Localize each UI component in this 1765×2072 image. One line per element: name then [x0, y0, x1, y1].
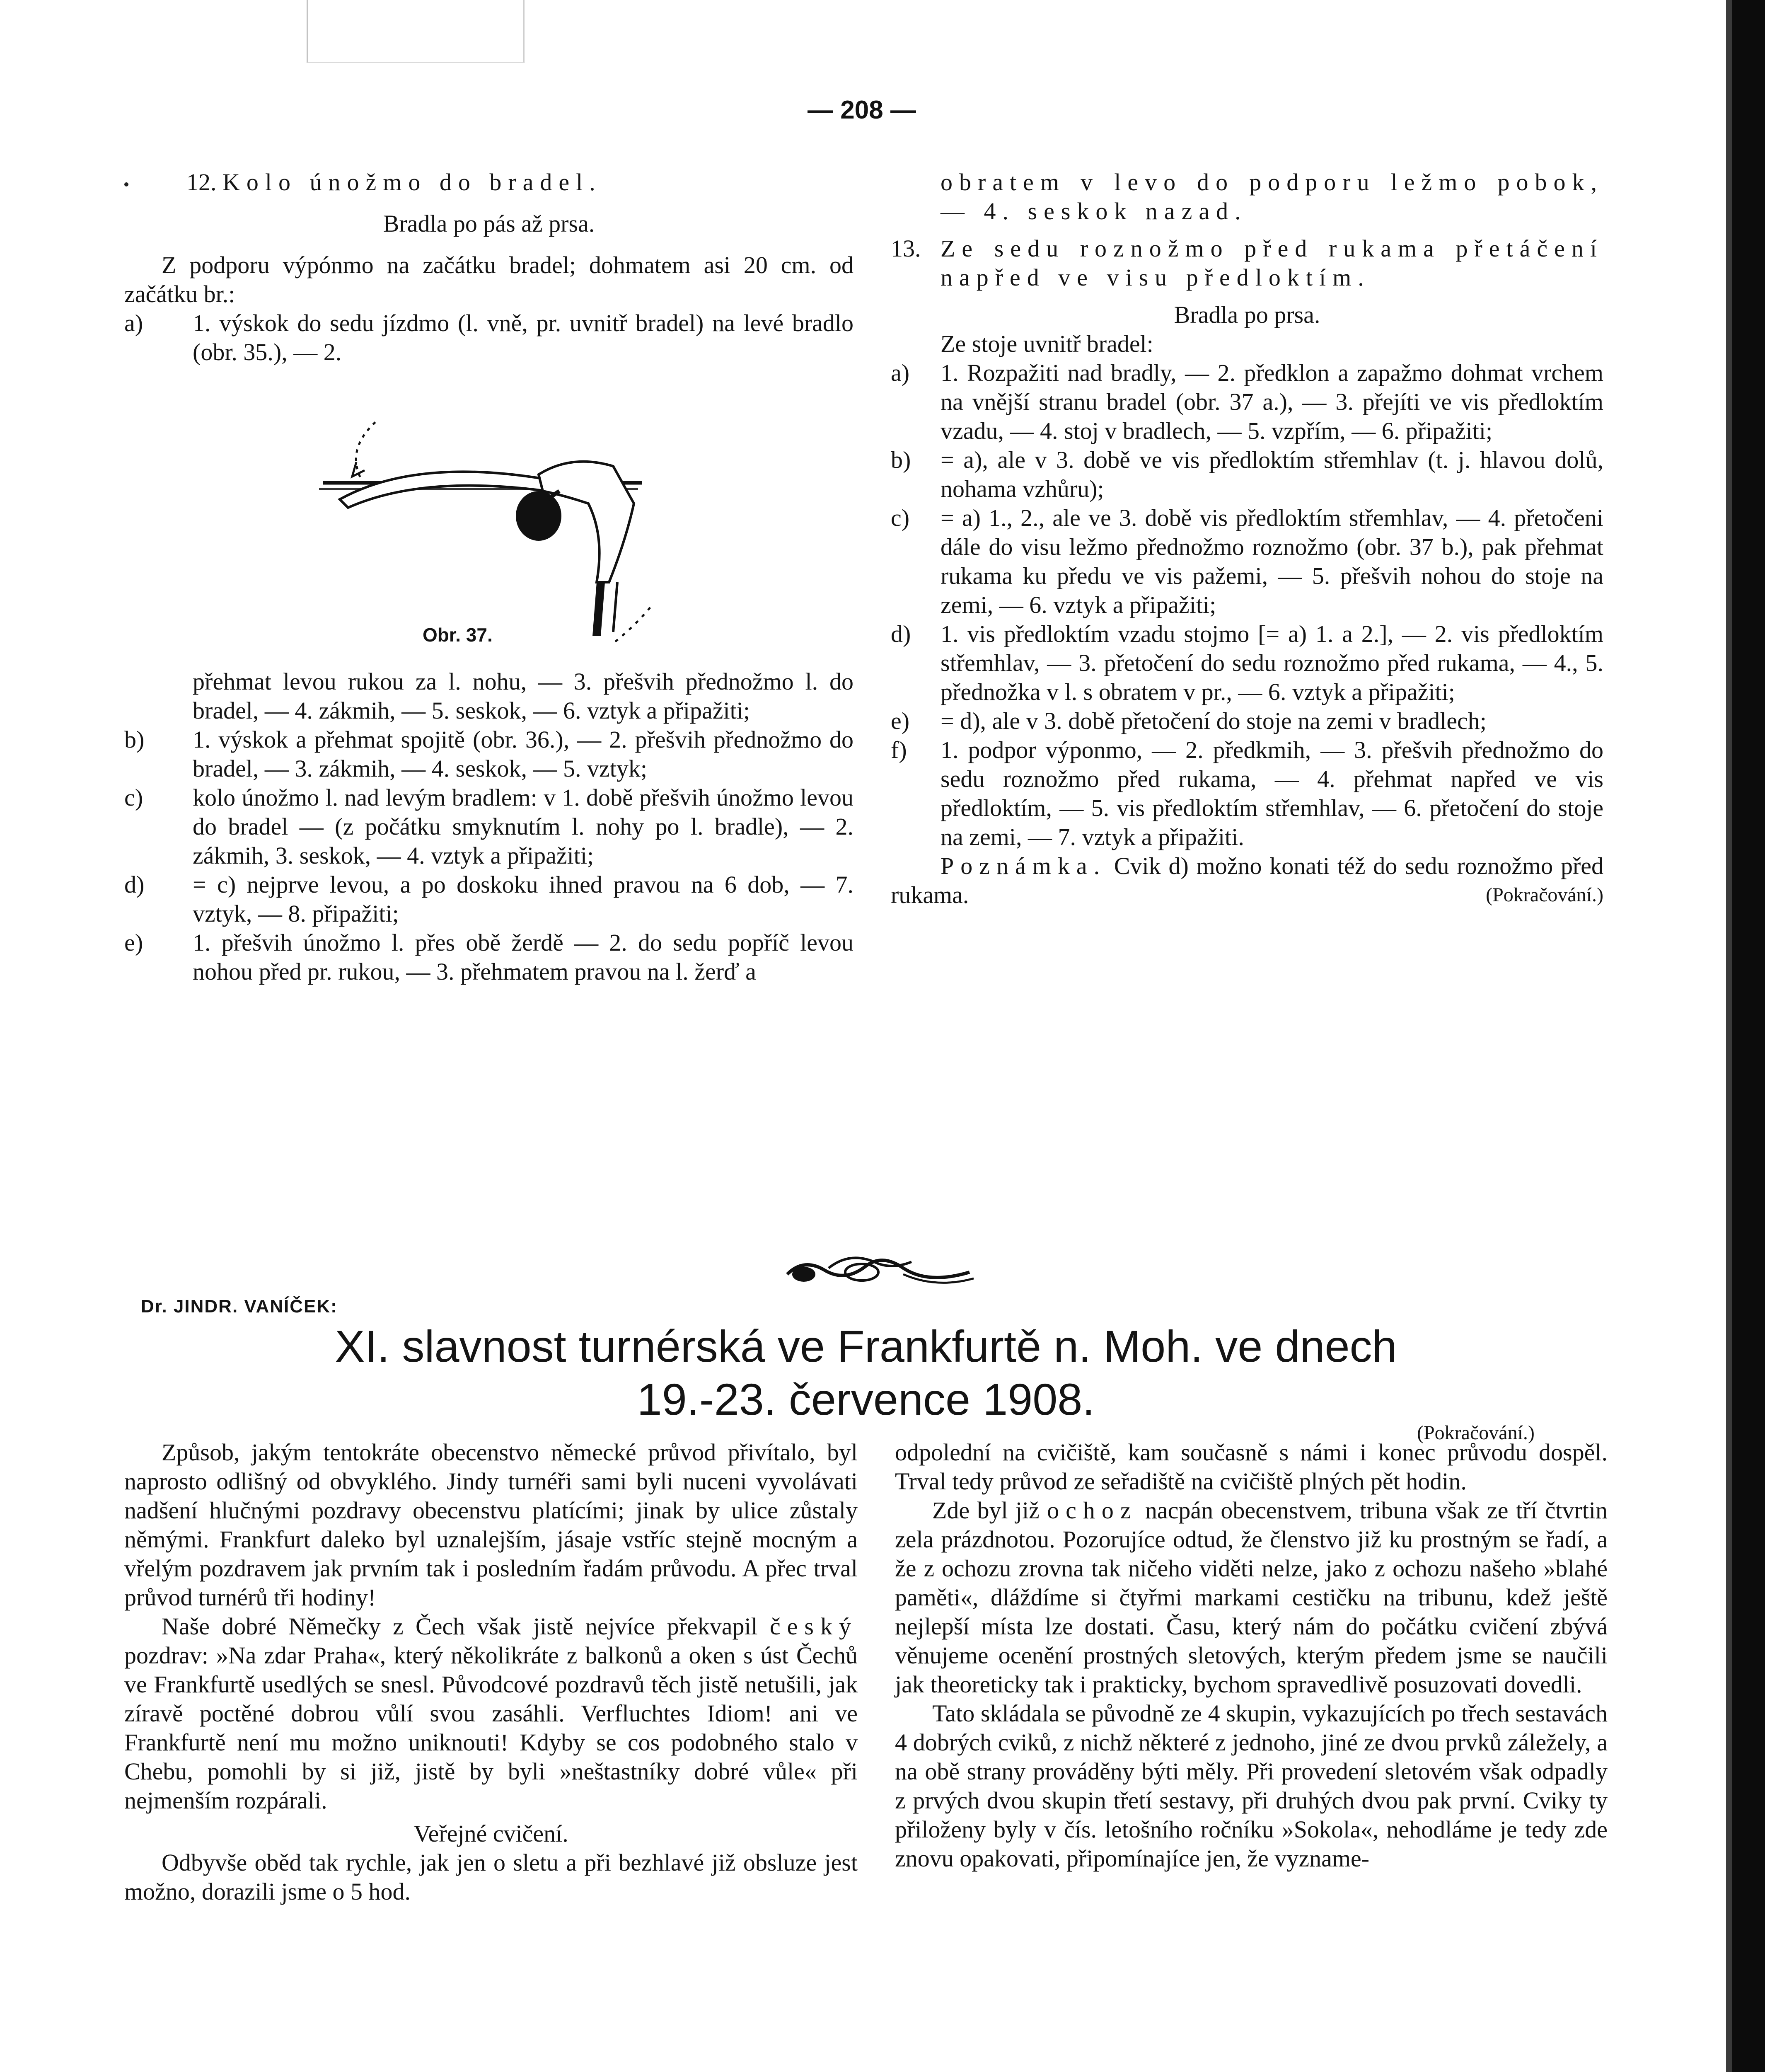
- right-column-exercises: [891, 168, 1603, 910]
- motion-arc: [356, 421, 377, 491]
- paragraph-text: Zde byl již: [932, 1497, 1047, 1524]
- item-text: 1. vis předloktím vzadu stojmo [= a) 1. a 2.], — 2. vis předloktím střemhlav, — 3. přetočení do sedu roznožmo před rukama, — 4., 5. přednožka v l. s obratem v pr., — 6. vztyk a připažiti;: [941, 620, 1603, 705]
- ornament-knot: [792, 1267, 815, 1282]
- note-paragraph: [891, 852, 1603, 910]
- item-c: [124, 783, 853, 870]
- spaced-word: český: [769, 1613, 858, 1640]
- gymnast-head: [516, 491, 561, 541]
- paragraph-text: nacpán obecenstvem, tribuna však ze tří čtvrtin zela prázdnotou. Pozorujíce odtud, že členstvo již ku prostným se řadí, a že z ochozu zrovna tak ničeho viděti nelze, jako z ochozu našeho »blahé paměti«, dláždíme si čtyřmi markami cestičku na tribunu, kdež ještě nejlepší místa lze dostati. Času, který nám do počátku cvičení zbývá věnujeme ocenění prostných sletových, kterým předem jsme se naučili jak theoreticky tak i prakticky, bychom spravedlivě posuzovati dovedli.: [895, 1497, 1608, 1698]
- article-left-column: [124, 1438, 858, 1906]
- bars-height: Bradla po pás až prsa.: [383, 210, 595, 237]
- item-text: 1. výskok a přehmat spojitě (obr. 36.), — 2. přešvih přednožmo do bradel, — 3. zákmih, — 4. seskok, — 5. vztyk;: [193, 726, 853, 782]
- exercise-title: Kolo únožmo do bradel.: [222, 169, 602, 196]
- item-mark: b): [891, 446, 911, 473]
- item-d: [124, 870, 853, 928]
- article-continued-note: (Pokračování.): [1417, 1422, 1535, 1444]
- paragraph-text: pozdrav: »Na zdar Praha«, který několikráte z balkonů a oken s úst Čechů ve Frankfurtě usedlých se snesl. Původcové pozdravů těch jistě netušili, jak zíravě poctěné dobrou vůlí svou zasáhli. Verfluchtes Idiom! ani ve Frankfurtě není mu možno uniknouti! Kdyby se cos podobného stalo v Chebu, pomohli by si již, jistě by byli »neštastníky dobré vůle« při nejmenším rozpárali.: [124, 1642, 858, 1814]
- item-mark: f): [891, 736, 907, 763]
- item-mark: c): [124, 784, 143, 811]
- continued-note: (Pokračování.): [1486, 884, 1603, 906]
- exercise-13-heading: [891, 234, 1603, 292]
- item-d: [891, 620, 1603, 707]
- article-subheading: Veřejné cvičení.: [413, 1820, 568, 1847]
- item-e: [891, 707, 1603, 736]
- spaced-word: ochoz: [1047, 1497, 1138, 1524]
- item-mark: d): [891, 620, 911, 647]
- exercise-12-heading: [186, 168, 853, 197]
- item-c: [891, 503, 1603, 620]
- item-mark: d): [124, 871, 145, 898]
- figure-caption: Obr. 37.: [423, 624, 493, 646]
- paragraph-text: Naše dobré Němečky z Čech však jistě nejvíce překvapil: [162, 1613, 770, 1640]
- gymnast-lower-leg: [592, 582, 605, 636]
- exercise-title: Ze sedu roznožmo před rukama přetáčení napřed ve visu předloktím.: [941, 235, 1603, 291]
- item-a-continued: přehmat levou rukou za l. nohu, — 3. přešvih přednožmo l. do bradel, — 4. zákmih, — 5. seskok, — 6. vztyk a připažiti;: [193, 668, 853, 724]
- intro-text: Z podporu výpónmo na začátku bradel; dohmatem asi 20 cm. od začátku br.:: [124, 252, 853, 307]
- item-e-continued: obratem v levo do podporu ležmo pobok, — 4. seskok nazad.: [941, 169, 1603, 225]
- item-a: [124, 309, 853, 367]
- item-f: [891, 736, 1603, 852]
- decorative-ornament: [779, 1249, 978, 1295]
- gymnast-illustration: [124, 367, 853, 644]
- bars-height: Bradla po prsa.: [1174, 301, 1320, 328]
- exercise-number: 12.: [186, 169, 217, 196]
- scan-border: [1732, 0, 1765, 2072]
- article-paragraph: Odbyvše oběd tak rychle, jak jen o sletu a při bezhlavé již obsluze jest možno, dorazili jsme o 5 hod.: [124, 1849, 858, 1905]
- scan-border-shadow: [1726, 0, 1732, 2072]
- item-text: = a), ale v 3. době ve vis předloktím střemhlav (t. j. hlavou dolů, nohama vzhůru);: [941, 446, 1603, 502]
- gymnast-shin: [613, 582, 617, 632]
- item-mark: c): [891, 504, 910, 531]
- item-text: = a) 1., 2., ale ve 3. době vis předloktím střemhlav, — 4. přetočeni dále do visu ležmo přednožmo roznožmo (obr. 37 b.), pak přehmat rukama ku předu ve vis pažemi, — 5. přešvih nohou do stoje na zemi, — 6. vztyk a připažiti;: [941, 504, 1603, 618]
- paper-scrap: [307, 0, 525, 63]
- left-column-exercises: [124, 168, 853, 986]
- page-number: — 208 —: [808, 96, 916, 124]
- item-text: 1. podpor výponmo, — 2. předkmih, — 3. přešvih přednožmo do sedu roznožmo před rukama, — 4. přehmat napřed ve vis předloktím, — 5. vis předloktím střemhlav, — 6. přetočení do stoje na zemi, — 7. vztyk a připažiti.: [941, 736, 1603, 850]
- article-byline: Dr. JINDR. VANÍČEK:: [141, 1296, 338, 1317]
- item-mark: b): [124, 726, 145, 753]
- item-text: kolo únožmo l. nad levým bradlem: v 1. době přešvih únožmo levou do bradel — (z počátku smyknutím l. nohy po l. bradle), — 2. zákmih, 3. seskok, — 4. vztyk a připažiti;: [193, 784, 853, 869]
- headline-line-1: XI. slavnost turnérská ve Frankfurtě n. Moh. ve dnech: [335, 1321, 1397, 1371]
- note-text: Cvik d) možno konati též do sedu roznožmo před rukama.: [891, 852, 1604, 908]
- item-mark: a): [124, 310, 143, 336]
- item-e: [124, 928, 853, 986]
- item-text: 1. výskok do sedu jízdmo (l. vně, pr. uvnitř bradel) na levé bradlo (obr. 35.), — 2.: [193, 310, 853, 366]
- article-paragraph: [124, 1612, 858, 1815]
- article-headline: [124, 1320, 1608, 1426]
- item-mark: e): [891, 707, 910, 734]
- note-label: Poznámka.: [941, 852, 1107, 879]
- headline-line-2: 19.-23. července 1908.: [637, 1374, 1095, 1424]
- article-paragraph: Způsob, jakým tentokráte obecenstvo německé průvod přivítalo, byl naprosto odlišný od obvyklého. Jindy turnéři sami byli nuceni vyvolávati nadšení hlučnými pozdravy obecenstvu platícími; jinak by ulice zůstaly němými. Frankfurt daleko byl uznalejším, jásaje vstříc stejně mocným a vřelým pozdravem jak prvním tak i posledním řadám průvodu. A přec trval průvod turnérů tři hodiny!: [124, 1439, 858, 1611]
- gymnast-figure: [124, 367, 853, 644]
- item-a: [891, 358, 1603, 445]
- article-paragraph: [895, 1496, 1608, 1699]
- item-b: [124, 725, 853, 783]
- item-text: = c) nejprve levou, a po doskoku ihned pravou na 6 dob, — 7. vztyk, — 8. připažiti;: [193, 871, 853, 927]
- item-mark: e): [124, 929, 143, 956]
- item-b: [891, 445, 1603, 503]
- article-right-column: [895, 1438, 1608, 1873]
- arrow-head-icon: [352, 462, 365, 477]
- exercise-number: 13.: [891, 235, 921, 262]
- motion-arc-lower: [601, 607, 650, 644]
- item-text: = d), ale v 3. době přetočení do stoje na zemi v bradlech;: [941, 707, 1487, 734]
- item-text: 1. přešvih únožmo l. přes obě žerdě — 2. do sedu popříč levou nohou před pr. rukou, — 3. přehmatem pravou na l. žerď a: [193, 929, 853, 985]
- item-mark: a): [891, 359, 910, 386]
- item-text: 1. Rozpažiti nad bradly, — 2. předklon a zapažmo dohmat vrchem na vnější stranu bradel (obr. 37 a.), — 3. přejíti ve vis předloktím vzadu, — 4. stoj v bradlech, — 5. vzpřím, — 6. připažiti;: [941, 359, 1603, 444]
- intro-text: Ze stoje uvnitř bradel:: [941, 330, 1153, 357]
- article-paragraph: Tato skládala se původně ze 4 skupin, vykazujících po třech sestavách 4 dobrých cviků, z nichž některé z jednoho, jiné ze dvou prvků záležely, a na obě strany prováděny býti měly. Při provedení sletovém však odpadly z prvých dvou skupin třetí sestavy, při druhých dvou pak první. Cviky ty přiloženy byly v čís. letošního ročníku »Sokola«, nehodláme je tedy zde znovu opakovati, připomínajíce jen, že vyzname-: [895, 1700, 1608, 1872]
- ornament-loop: [845, 1264, 878, 1280]
- article-paragraph: odpolední na cvičiště, kam současně s námi i konec průvodu dospěl. Trval tedy průvod ze seřadiště na cvičiště plných pět hodin.: [895, 1439, 1608, 1495]
